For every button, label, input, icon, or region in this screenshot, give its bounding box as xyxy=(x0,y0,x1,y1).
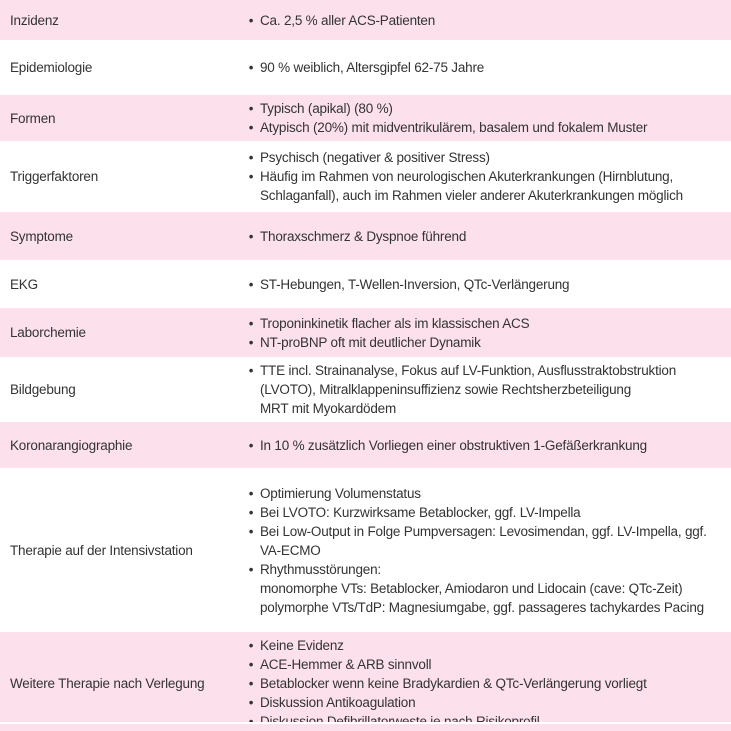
table-row xyxy=(0,212,731,260)
row-label: Bildgebung xyxy=(10,382,76,397)
list-item-text: polymorphe VTs/TdP: Magnesiumgabe, ggf. passageres tachykardes Pacing xyxy=(260,599,704,615)
list-item-text: Bei LVOTO: Kurzwirksame Betablocker, ggf. LV-Impella xyxy=(260,504,581,520)
list-item xyxy=(242,436,727,455)
row-label: Triggerfaktoren xyxy=(10,169,99,184)
row-label: Therapie auf der Intensivstation xyxy=(10,542,193,558)
list-item xyxy=(242,693,727,712)
list-item xyxy=(242,636,727,655)
list-item xyxy=(242,579,727,598)
bullet-icon: • xyxy=(248,276,254,292)
list-item-text: 90 % weiblich, Altersgipfel 62-75 Jahre xyxy=(260,60,485,75)
row-label: Inzidenz xyxy=(10,12,59,28)
table-row xyxy=(0,0,731,40)
list-item-text: Thoraxschmerz & Dyspnoe führend xyxy=(260,228,467,244)
bullet-icon: • xyxy=(248,695,254,710)
list-item xyxy=(242,361,727,399)
bullet-icon: • xyxy=(248,504,254,520)
row-label: EKG xyxy=(10,276,38,292)
table-row xyxy=(0,357,731,422)
bullet-icon: • xyxy=(248,657,254,672)
bullet-icon: • xyxy=(248,228,254,244)
bullet-icon: • xyxy=(248,523,254,539)
table-row xyxy=(0,632,731,731)
bullet-icon: • xyxy=(248,638,254,653)
list-item-text: Häufig im Rahmen von neurologischen Akuterkrankungen (Hirnblutung, Schlaganfall), auch im Rahmen vieler anderer Akuterkrankungen möglich xyxy=(260,169,683,203)
list-item xyxy=(242,227,727,246)
row-label: Weitere Therapie nach Verlegung xyxy=(10,676,205,691)
row-label: Symptome xyxy=(10,228,73,244)
row-label: Koronarangiographie xyxy=(10,437,133,453)
list-item-text: Keine Evidenz xyxy=(260,638,344,653)
bullet-icon: • xyxy=(248,485,254,501)
list-item-text: MRT mit Myokardödem xyxy=(260,401,396,416)
list-item-text: monomorphe VTs: Betablocker, Amiodaron und Lidocain (cave: QTc-Zeit) xyxy=(260,580,683,596)
bullet-icon: • xyxy=(248,150,254,165)
list-item xyxy=(242,655,727,674)
list-item xyxy=(242,560,727,579)
list-item-text: Psychisch (negativer & positiver Stress) xyxy=(260,150,490,165)
row-content xyxy=(232,271,731,298)
table-row xyxy=(0,260,731,308)
row-content xyxy=(232,432,731,459)
bullet-icon: • xyxy=(248,120,254,135)
list-item-text: In 10 % zusätzlich Vorliegen einer obstruktiven 1-Gefäßerkrankung xyxy=(260,437,647,453)
bullet-icon: • xyxy=(248,334,254,350)
bullet-icon: • xyxy=(248,169,254,184)
list-item xyxy=(242,503,727,522)
row-content xyxy=(232,95,731,141)
row-content xyxy=(232,223,731,250)
next-row-partial xyxy=(0,722,731,731)
row-content xyxy=(232,480,731,621)
table-row xyxy=(0,308,731,357)
list-item-text: Typisch (apikal) (80 %) xyxy=(260,101,393,116)
bullet-icon: • xyxy=(248,561,254,577)
list-item-text: ACE-Hemmer & ARB sinnvoll xyxy=(260,657,432,672)
row-content xyxy=(232,632,731,731)
list-item-text: Atypisch (20%) mit midventrikulärem, basalem und fokalem Muster xyxy=(260,120,648,135)
row-content xyxy=(232,54,731,81)
list-item-text: Rhythmusstörungen: xyxy=(260,561,381,577)
list-item-text: Diskussion Antikoagulation xyxy=(260,695,416,710)
bullet-icon: • xyxy=(248,60,254,75)
list-item xyxy=(242,11,727,30)
list-item xyxy=(242,99,727,118)
list-item xyxy=(242,522,727,560)
row-content xyxy=(232,144,731,209)
list-item-text: TTE incl. Strainanalyse, Fokus auf LV-Funktion, Ausflusstraktobstruktion (LVOTO), Mitralklappeninsuffizienz sowie Rechtsherzbeteiligung xyxy=(260,363,677,397)
list-item xyxy=(242,333,727,352)
row-label: Formen xyxy=(10,110,56,126)
table-row xyxy=(0,468,731,632)
list-item xyxy=(242,484,727,503)
row-content xyxy=(232,357,731,422)
list-item xyxy=(242,118,727,137)
list-item-text: Troponinkinetik flacher als im klassischen ACS xyxy=(260,315,530,331)
list-item xyxy=(242,674,727,693)
bullet-icon: • xyxy=(248,437,254,453)
list-item xyxy=(242,148,727,167)
bullet-icon: • xyxy=(248,363,254,378)
bullet-icon: • xyxy=(248,315,254,331)
list-item-text: Optimierung Volumenstatus xyxy=(260,485,421,501)
list-item xyxy=(242,167,727,205)
list-item-text: Bei Low-Output in Folge Pumpversagen: Levosimendan, ggf. LV-Impella, ggf. VA-ECMO xyxy=(260,523,707,558)
table-row xyxy=(0,95,731,141)
bullet-icon: • xyxy=(248,676,254,691)
row-content xyxy=(232,7,731,34)
table-row xyxy=(0,40,731,95)
list-item xyxy=(242,275,727,294)
row-content xyxy=(232,310,731,356)
row-label: Epidemiologie xyxy=(10,60,93,75)
bullet-icon: • xyxy=(248,101,254,116)
list-item xyxy=(242,598,727,617)
list-item-text: Betablocker wenn keine Bradykardien & QTc-Verlängerung vorliegt xyxy=(260,676,647,691)
row-label: Laborchemie xyxy=(10,325,86,340)
list-item-text: Ca. 2,5 % aller ACS-Patienten xyxy=(260,12,436,28)
list-item xyxy=(242,58,727,77)
list-item xyxy=(242,399,727,418)
list-item-text: NT-proBNP oft mit deutlicher Dynamik xyxy=(260,334,481,350)
table-row xyxy=(0,141,731,212)
table-row xyxy=(0,422,731,468)
list-item-text: ST-Hebungen, T-Wellen-Inversion, QTc-Verlängerung xyxy=(260,276,570,292)
bullet-icon: • xyxy=(248,12,254,28)
list-item xyxy=(242,314,727,333)
